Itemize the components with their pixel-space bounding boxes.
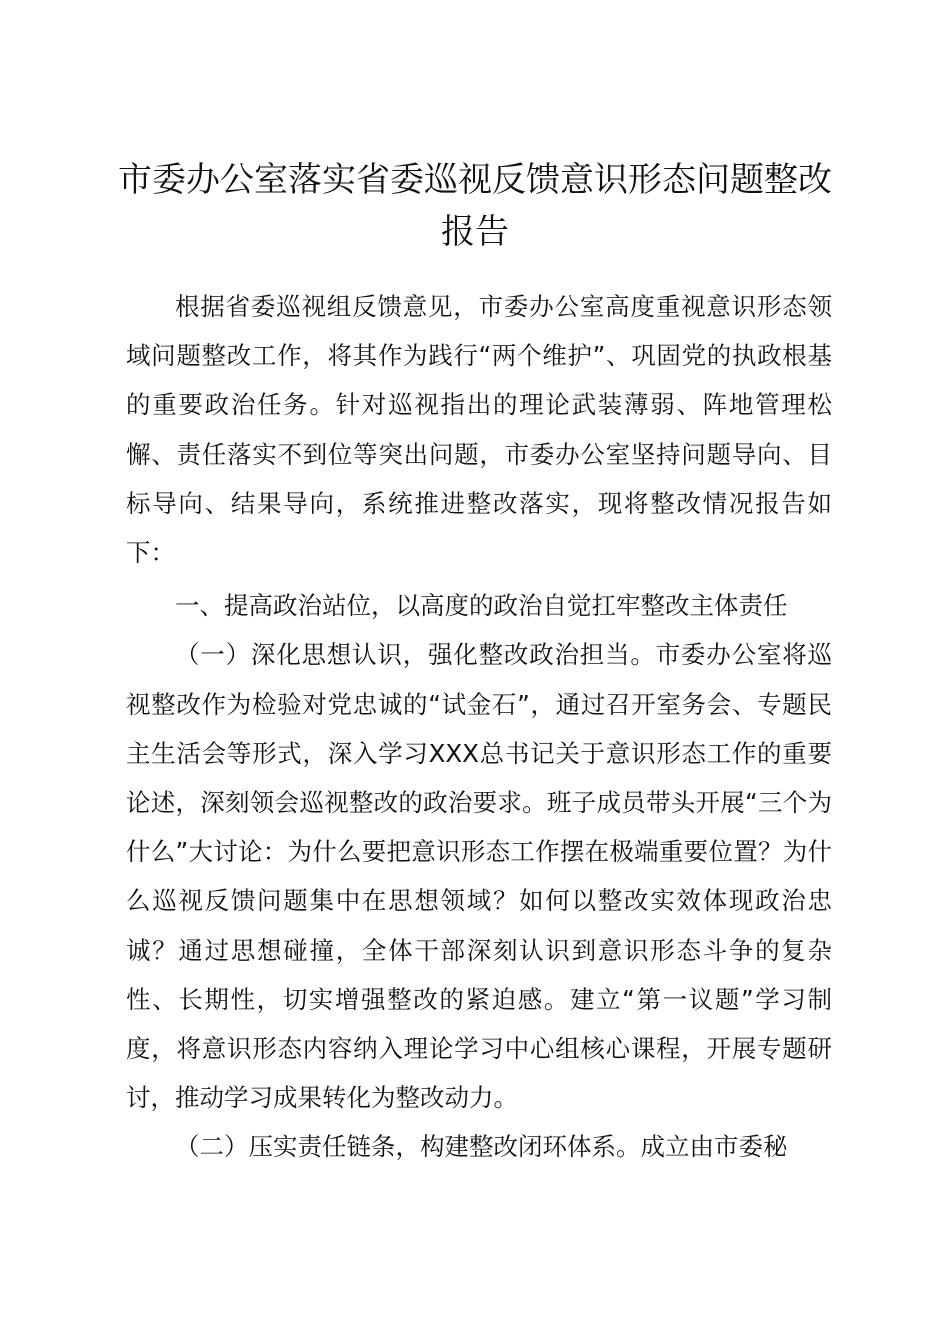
subsection-paragraph-2: （二）压实责任链条，构建整改闭环体系。成立由市委秘 (175, 1132, 788, 1162)
document-body (126, 282, 832, 1172)
document-title: 市委办公室落实省委巡视反馈意识形态问题整改报告 (118, 160, 832, 252)
subsection-paragraph-1: （一）深化思想认识，强化整改政治担当。市委办公室将巡视整改作为检验对党忠诚的“试金石”，通过召开室务会、专题民主生活会等形式，深入学习XXX总书记关于意识形态工作的重要论述，深刻领会巡视整改的政治要求。班子成员带头开展“三个为什么”大讨论：为什么要把意识形态工作摆在极端重要位置？为什么巡视反馈问题集中在思想领域？如何以整改实效体现政治忠诚？通过思想碰撞，全体干部深刻认识到意识形态斗争的复杂性、长期性，切实增强整改的紧迫感。建立“第一议题”学习制度，将意识形态内容纳入理论学习中心组核心课程，开展专题研讨，推动学习成果转化为整改动力。 (126, 640, 832, 1113)
intro-paragraph: 根据省委巡视组反馈意见，市委办公室高度重视意识形态领域问题整改工作，将其作为践行“两个维护”、巩固党的执政根基的重要政治任务。针对巡视指出的理论武装薄弱、阵地管理松懈、责任落实不到位等突出问题，市委办公室坚持问题导向、目标导向、结果导向，系统推进整改落实，现将整改情况报告如下： (126, 292, 832, 568)
section-heading-1: 一、提高政治站位，以高度的政治自觉扛牢整改主体责任 (175, 591, 788, 621)
